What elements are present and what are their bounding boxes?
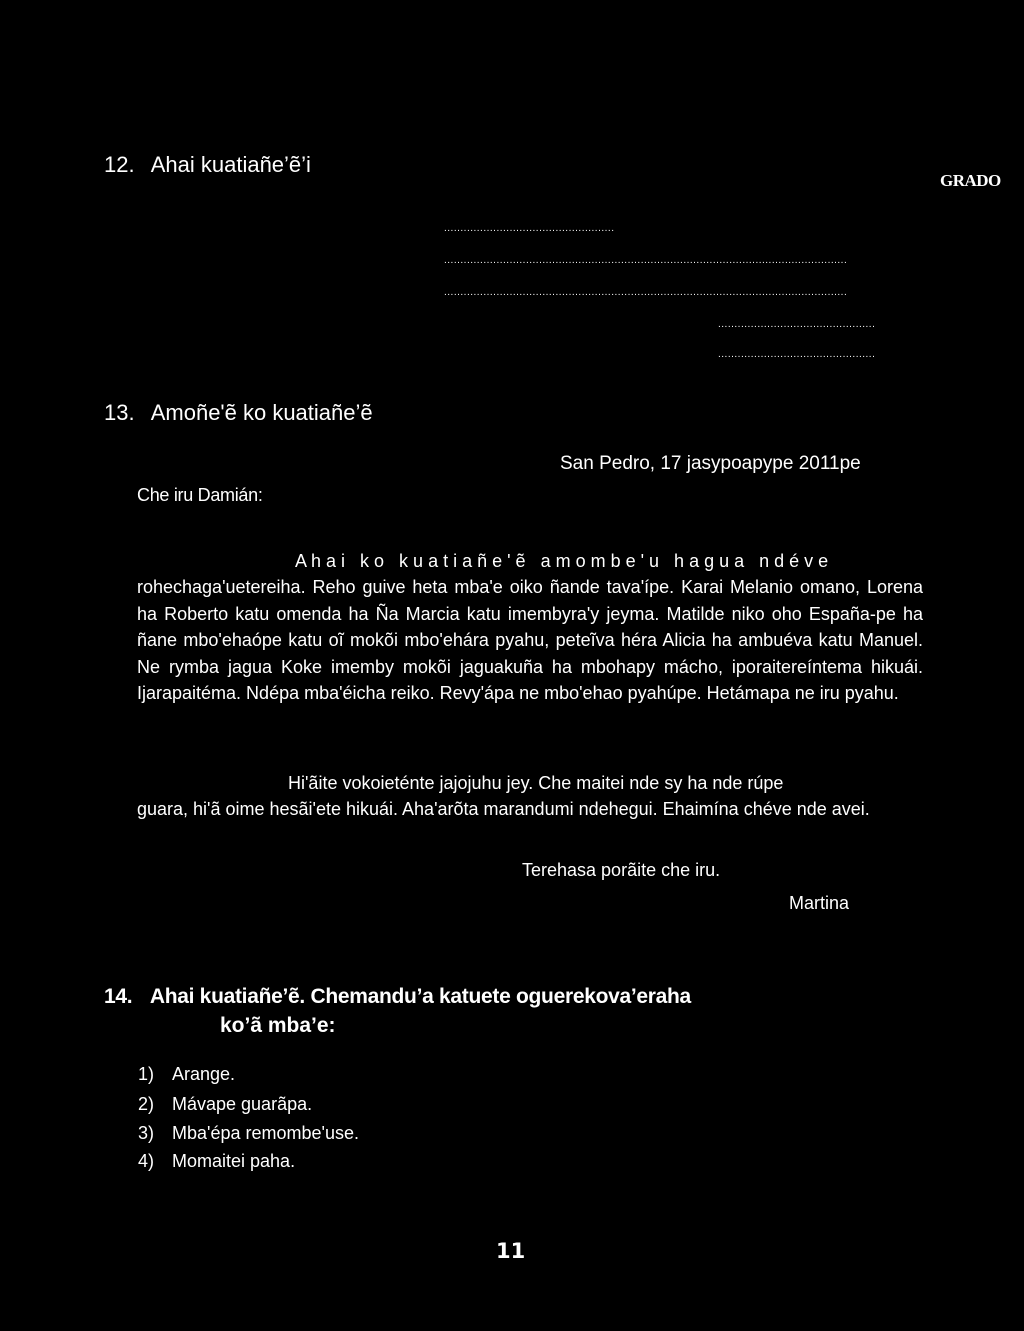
question-12-heading bbox=[104, 152, 311, 178]
question-12-title: Ahai kuatiañe’ẽ’i bbox=[150, 152, 311, 177]
list-item-text: Mba'épa remombe'use. bbox=[172, 1123, 359, 1143]
answer-line-5: ................................................ bbox=[718, 349, 876, 360]
list-item-number: 3) bbox=[138, 1123, 155, 1143]
letter-signature: Martina bbox=[789, 893, 850, 913]
answer-line-3: ........................................................................................................................... bbox=[444, 287, 848, 298]
list-item-number: 1) bbox=[138, 1064, 155, 1084]
grade-label: GRADO bbox=[940, 171, 1001, 190]
list-item bbox=[138, 1094, 312, 1115]
letter-closing: Terehasa porãite che iru. bbox=[522, 860, 721, 880]
letter-place-date: San Pedro, 17 jasypoapype 2011pe bbox=[560, 453, 861, 474]
list-item bbox=[138, 1151, 295, 1172]
question-13-title: Amoñe'ẽ ko kuatiañe’ẽ bbox=[150, 400, 373, 425]
letter-paragraph-1-text: rohechaga'uetereiha. Reho guive heta mba'e oiko ñande tava'ípe. Karai Melanio omano, Lorena ha Roberto katu omenda ha Ña Marcia katu imembyra'y jeyma. Matilde niko oho España-pe ha ñane mbo'ehaópe katu oĩ mokõi mbo'ehára pyahu, peteĩva héra Alicia ha ambuéva katu Manuel. Ne rymba jagua Koke imemby mokõi jaguakuña ha mbohapy mácho, iporaitereíntema hikuái. Ijarapaitéma. Ndépa mba'éicha reiko. Revy'ápa ne mbo'ehao pyahúpe. Hetámapa ne iru pyahu. bbox=[137, 577, 923, 704]
letter-paragraph-1-first-line: A h a i k o k u a t i a ñ e ' ẽ a m o m b e ' u h a g u a n d é v e bbox=[295, 551, 829, 571]
answer-line-4: ................................................ bbox=[718, 319, 876, 330]
list-item-text: Arange. bbox=[172, 1064, 236, 1084]
letter-greeting: Che iru Damián: bbox=[137, 485, 263, 505]
answer-line-2: ........................................................................................................................... bbox=[444, 255, 848, 266]
list-item bbox=[138, 1123, 359, 1144]
list-item-text: Mávape guarãpa. bbox=[172, 1094, 313, 1114]
letter-paragraph-1 bbox=[137, 548, 923, 706]
list-item-number: 2) bbox=[138, 1094, 155, 1114]
question-12-number: 12. bbox=[104, 152, 135, 177]
letter-paragraph-2-first-line: Hi'ãite vokoieténte jajojuhu jey. Che maitei nde sy ha nde rúpe bbox=[288, 773, 784, 793]
question-13-heading bbox=[104, 400, 373, 426]
answer-line-1: .................................................... bbox=[444, 223, 615, 234]
question-14-number: 14. bbox=[104, 985, 133, 1008]
letter-paragraph-2 bbox=[137, 770, 923, 823]
question-14-heading bbox=[104, 985, 691, 1009]
question-13-number: 13. bbox=[104, 400, 135, 425]
list-item bbox=[138, 1064, 235, 1085]
list-item-number: 4) bbox=[138, 1151, 155, 1171]
question-14-title-line-1: Ahai kuatiañe’ẽ. Chemandu’a katuete oguerekova’eraha bbox=[149, 985, 691, 1008]
question-14-title-line-2: ko’ã mba’e: bbox=[220, 1014, 336, 1037]
list-item-text: Momaitei paha. bbox=[172, 1151, 296, 1171]
page-number: 11 bbox=[496, 1239, 526, 1263]
letter-paragraph-2-text: guara, hi'ã oime hesãi'ete hikuái. Aha'arõta marandumi ndehegui. Ehaimína chéve nde avei. bbox=[137, 799, 870, 820]
letter-body bbox=[137, 548, 923, 706]
